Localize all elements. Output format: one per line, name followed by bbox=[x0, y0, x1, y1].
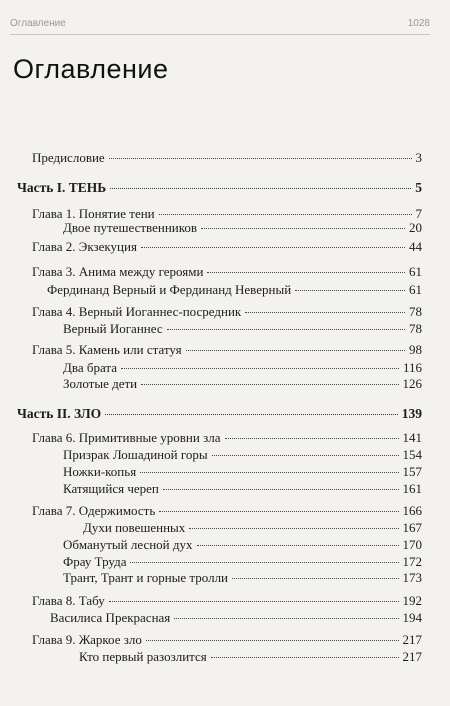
leader-dots bbox=[146, 640, 399, 641]
toc-entry-label: Глава 5. Камень или статуя bbox=[32, 342, 182, 357]
toc-entry-page: 61 bbox=[409, 264, 422, 279]
toc-entry-chapter bbox=[32, 430, 422, 446]
leader-dots bbox=[207, 272, 405, 273]
toc-entry-label: Верный Иоганнес bbox=[63, 321, 163, 336]
toc-entry-tale bbox=[63, 321, 422, 337]
toc-entry-label: Глава 4. Верный Иоганнес-посредник bbox=[32, 304, 242, 319]
leader-dots bbox=[159, 511, 398, 512]
leader-dots bbox=[140, 472, 398, 473]
toc-entry-tale bbox=[63, 481, 422, 497]
toc-entry-tale bbox=[63, 360, 422, 376]
toc-entry-tale bbox=[47, 282, 422, 298]
toc-entry-page: 217 bbox=[402, 649, 422, 664]
toc-entry-tale bbox=[63, 554, 422, 570]
toc-entry-part-2 bbox=[17, 406, 422, 422]
leader-dots bbox=[174, 618, 398, 619]
toc-entry-label: Глава 9. Жаркое зло bbox=[32, 632, 142, 647]
leader-dots bbox=[167, 329, 405, 330]
toc-entry-chapter bbox=[32, 593, 422, 609]
header-rule bbox=[10, 34, 430, 35]
toc-entry-page: 157 bbox=[402, 464, 422, 479]
toc-entry-label: Часть I. ТЕНЬ bbox=[17, 180, 107, 195]
toc-entry-label: Кто первый разозлится bbox=[79, 649, 207, 664]
toc-entry-tale bbox=[79, 649, 422, 665]
toc-entry-page: 194 bbox=[402, 610, 422, 625]
leader-dots bbox=[211, 657, 399, 658]
leader-dots bbox=[186, 350, 405, 351]
toc-entry-part-1 bbox=[17, 180, 422, 196]
leader-dots bbox=[197, 545, 399, 546]
toc-entry-chapter bbox=[32, 239, 422, 255]
leader-dots bbox=[141, 247, 405, 248]
toc-entry-label: Духи повешенных bbox=[83, 520, 186, 535]
toc-entry-page: 173 bbox=[402, 570, 422, 585]
toc-entry-page: 7 bbox=[415, 206, 422, 221]
toc-entry-page: 78 bbox=[409, 321, 422, 336]
toc-entry-label: Глава 3. Анима между героями bbox=[32, 264, 204, 279]
toc-entry-page: 78 bbox=[409, 304, 422, 319]
toc-entry-label: Золотые дети bbox=[63, 376, 138, 391]
leader-dots bbox=[159, 214, 412, 215]
toc-entry-label: Глава 1. Понятие тени bbox=[32, 206, 155, 221]
toc-entry-page: 170 bbox=[402, 537, 422, 552]
running-head bbox=[10, 18, 430, 29]
leader-dots bbox=[212, 455, 399, 456]
toc-entry-tale bbox=[63, 220, 422, 236]
toc-entry-page: 141 bbox=[402, 430, 422, 445]
leader-dots bbox=[245, 312, 405, 313]
toc-entry-tale bbox=[83, 520, 422, 536]
toc-entry-label: Василиса Прекрасная bbox=[50, 610, 171, 625]
toc-entry-chapter bbox=[32, 503, 422, 519]
toc-entry-page: 5 bbox=[415, 180, 422, 195]
toc-entry-label: Часть II. ЗЛО bbox=[17, 406, 102, 421]
leader-dots bbox=[295, 290, 405, 291]
toc-entry-tale bbox=[63, 447, 422, 463]
toc-entry-page: 3 bbox=[415, 150, 422, 165]
leader-dots bbox=[189, 528, 398, 529]
toc-entry-tale bbox=[63, 376, 422, 392]
running-head-left: Оглавление bbox=[10, 18, 66, 29]
leader-dots bbox=[201, 228, 405, 229]
toc-entry-tale bbox=[50, 610, 422, 626]
toc-entry-tale bbox=[63, 537, 422, 553]
toc-entry-label: Глава 2. Экзекуция bbox=[32, 239, 137, 254]
toc-entry-page: 167 bbox=[402, 520, 422, 535]
leader-dots bbox=[232, 578, 398, 579]
toc-entry-label: Трант, Трант и горные тролли bbox=[63, 570, 229, 585]
page-title: Оглавление bbox=[13, 54, 169, 84]
toc-entry-page: 61 bbox=[409, 282, 422, 297]
leader-dots bbox=[109, 158, 412, 159]
toc-entry-tale bbox=[63, 570, 422, 586]
toc-entry-page: 166 bbox=[402, 503, 422, 518]
toc-entry-page: 44 bbox=[409, 239, 422, 254]
leader-dots bbox=[141, 384, 398, 385]
leader-dots bbox=[121, 368, 399, 369]
toc-entry-label: Глава 6. Примитивные уровни зла bbox=[32, 430, 221, 445]
toc-entry-page: 217 bbox=[402, 632, 422, 647]
leader-dots bbox=[105, 414, 398, 415]
toc-entry-page: 154 bbox=[402, 447, 422, 462]
toc-entry-label: Катящийся череп bbox=[63, 481, 159, 496]
leader-dots bbox=[130, 562, 398, 563]
leader-dots bbox=[110, 188, 411, 189]
toc-entry-label: Фрау Труда bbox=[63, 554, 127, 569]
toc-entry-page: 126 bbox=[402, 376, 422, 391]
toc-entry-label: Глава 7. Одержимость bbox=[32, 503, 156, 518]
toc-entry-chapter bbox=[32, 632, 422, 648]
toc-entry-label: Предисловие bbox=[32, 150, 105, 165]
toc-entry-preface bbox=[32, 150, 422, 166]
toc-entry-page: 161 bbox=[402, 481, 422, 496]
leader-dots bbox=[225, 438, 399, 439]
toc-entry-page: 172 bbox=[402, 554, 422, 569]
toc-entry-label: Ножки-копья bbox=[63, 464, 137, 479]
toc-entry-chapter bbox=[32, 342, 422, 358]
toc-entry-label: Два брата bbox=[63, 360, 118, 375]
toc-entry-page: 116 bbox=[402, 360, 422, 375]
leader-dots bbox=[109, 601, 399, 602]
toc-entry-chapter bbox=[32, 304, 422, 320]
toc-entry-label: Обманутый лесной дух bbox=[63, 537, 193, 552]
toc-entry-label: Фердинанд Верный и Фердинанд Неверный bbox=[47, 282, 292, 297]
toc-entry-label: Двое путешественников bbox=[63, 220, 198, 235]
toc-entry-tale bbox=[63, 464, 422, 480]
toc-entry-page: 98 bbox=[409, 342, 422, 357]
toc-entry-label: Глава 8. Табу bbox=[32, 593, 105, 608]
toc-entry-page: 139 bbox=[401, 406, 422, 421]
toc-entry-page: 192 bbox=[402, 593, 422, 608]
leader-dots bbox=[163, 489, 399, 490]
toc-entry-label: Призрак Лошадиной горы bbox=[63, 447, 208, 462]
toc-entry-page: 20 bbox=[409, 220, 422, 235]
toc-entry-chapter bbox=[32, 264, 422, 280]
running-head-page-number: 1028 bbox=[407, 18, 430, 29]
